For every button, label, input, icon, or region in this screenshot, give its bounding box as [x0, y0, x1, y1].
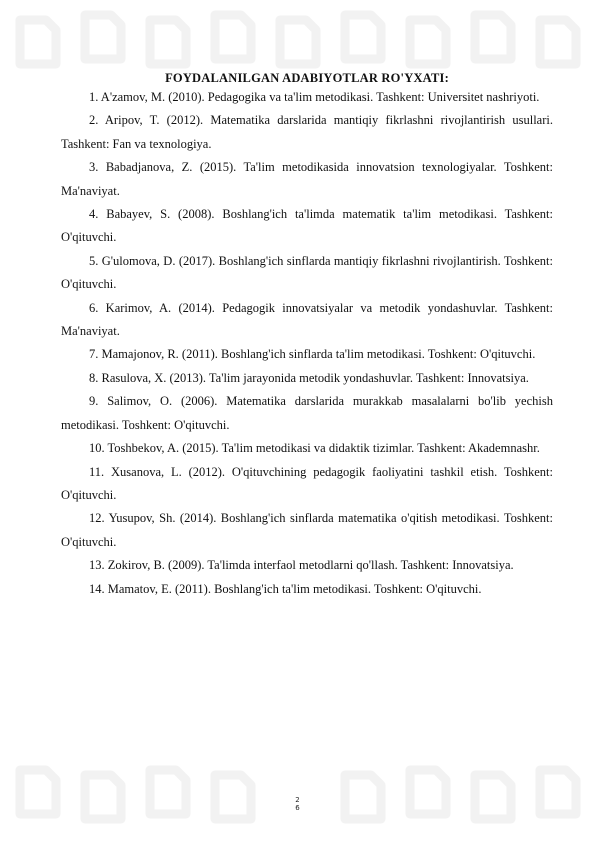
reference-item: 11. Xusanova, L. (2012). O'qituvchining pedagogik faoliyatini tashkil etish. Toshkent: O'qituvchi.	[61, 464, 553, 502]
references-section	[61, 70, 553, 601]
reference-item: 3. Babadjanova, Z. (2015). Ta'lim metodikasida innovatsion texnologiyalar. Toshkent: Ma'naviyat.	[61, 160, 553, 198]
page-number-digit: 6	[295, 804, 300, 812]
page-title: FOYDALANILGAN ADABIYOTLAR RO'YXATI:	[165, 71, 449, 85]
reference-item: 6. Karimov, A. (2014). Pedagogik innovatsiyalar va metodik yondashuvlar. Tashkent: Ma'naviyat.	[61, 300, 553, 339]
reference-item: 5. G'ulomova, D. (2017). Boshlang'ich sinflarda mantiqiy fikrlashni rivojlantirish. Toshkent: O'qituvchi.	[61, 253, 553, 292]
reference-item: 10. Toshbekov, A. (2015). Ta'lim metodikasi va didaktik tizimlar. Tashkent: Akademnashr.	[89, 441, 540, 456]
reference-item: 14. Mamatov, E. (2011). Boshlang'ich ta'lim metodikasi. Toshkent: O'qituvchi.	[89, 581, 482, 596]
reference-item: 13. Zokirov, B. (2009). Ta'limda interfaol metodlarni qo'llash. Tashkent: Innovatsiya.	[89, 558, 514, 573]
reference-item: 7. Mamajonov, R. (2011). Boshlang'ich sinflarda ta'lim metodikasi. Toshkent: O'qituvchi.	[89, 347, 536, 362]
reference-item: 8. Rasulova, X. (2013). Ta'lim jarayonida metodik yondashuvlar. Tashkent: Innovatsiya.	[89, 370, 529, 385]
page-number-digit: 2	[295, 796, 300, 804]
reference-item: 1. A'zamov, M. (2010). Pedagogika va ta'lim metodikasi. Tashkent: Universitet nashriyoti.	[89, 90, 540, 104]
reference-item: 9. Salimov, O. (2006). Matematika darslarida murakkab masalalarni bo'lib yechish metodikasi. Toshkent: O'qituvchi.	[61, 394, 553, 432]
reference-item: 2. Aripov, T. (2012). Matematika darslarida mantiqiy fikrlashni rivojlantirish usullari. Tashkent: Fan va texnologiya.	[61, 113, 553, 151]
page-number	[0, 796, 595, 812]
reference-item: 4. Babayev, S. (2008). Boshlang'ich ta'limda matematik ta'lim metodikasi. Tashkent: O'qituvchi.	[61, 207, 553, 245]
reference-item: 12. Yusupov, Sh. (2014). Boshlang'ich sinflarda matematika o'qitish metodikasi. Toshkent: O'qituvchi.	[61, 511, 553, 549]
